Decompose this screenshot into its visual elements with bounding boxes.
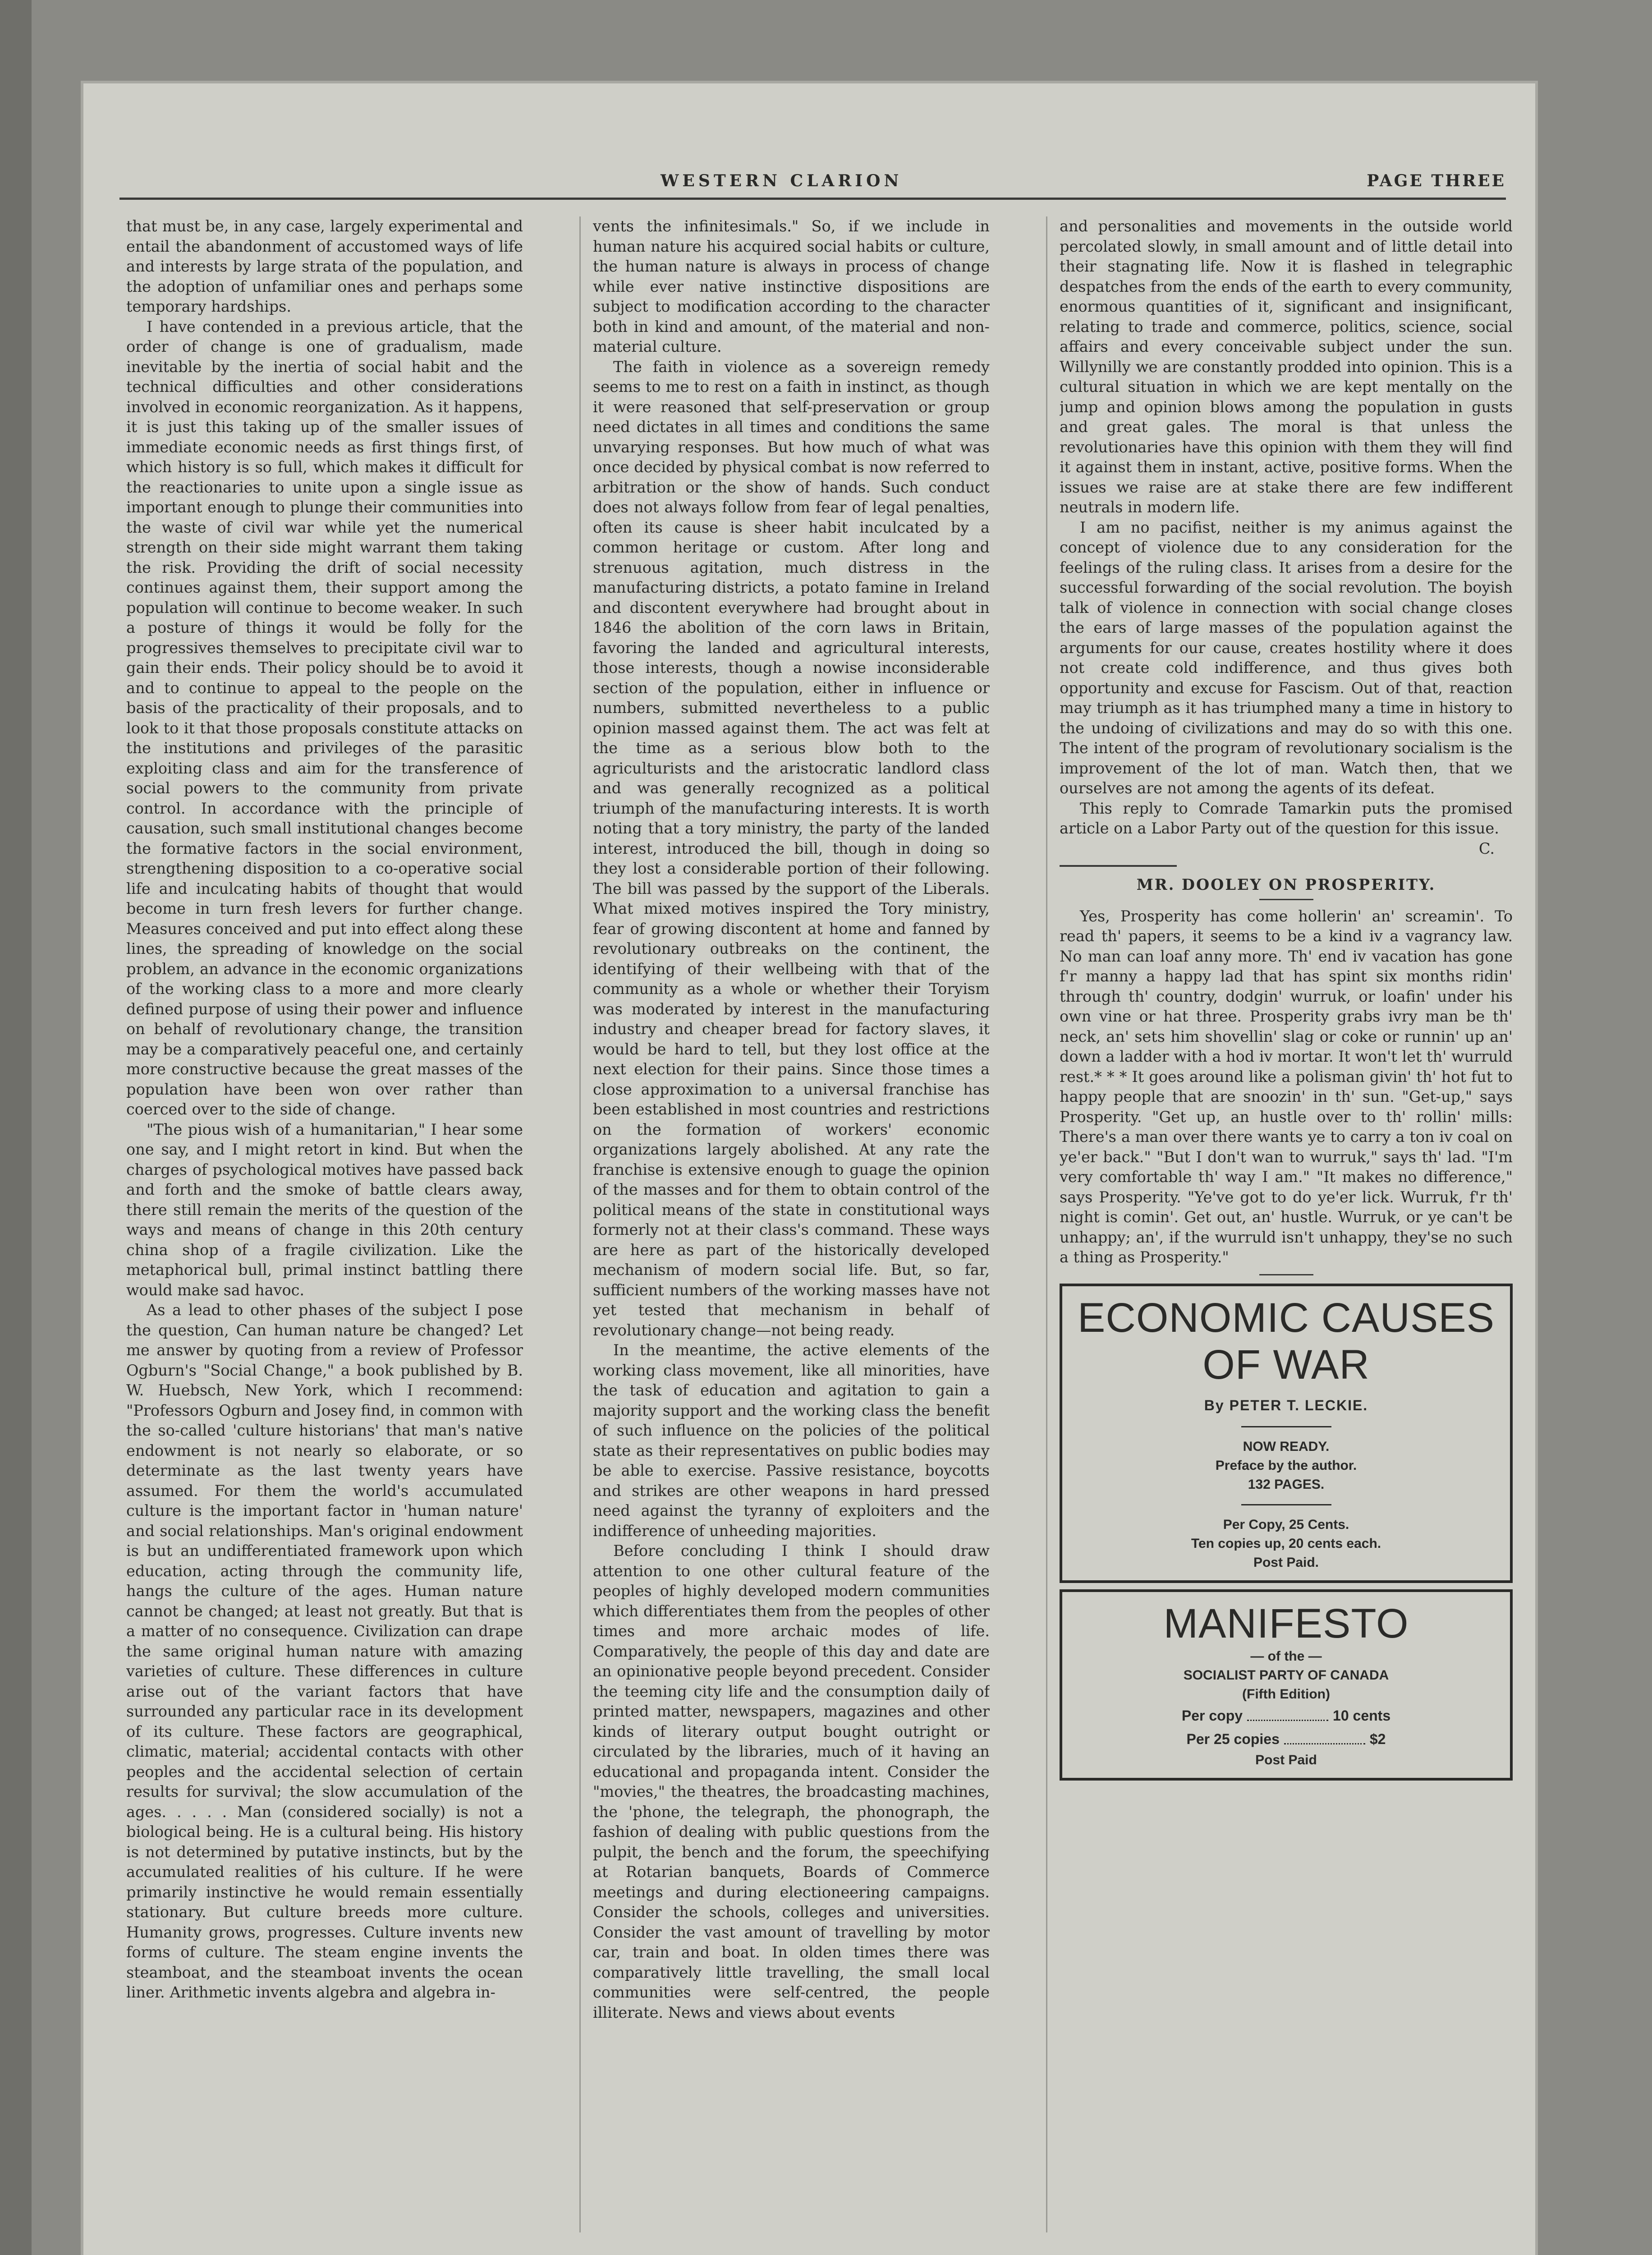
column-rule bbox=[579, 216, 581, 2232]
ad-title: OF WAR bbox=[1202, 1341, 1370, 1388]
paragraph: The faith in violence as a sovereign remedy seems to me to rest on a faith in instinct, as though it were reasoned that self-preservation or group need dictates in all times and conditions the same unvarying responses. But how much of what was once decided by physical combat is now referred to arbitration or the show of hands. Such conduct does not always follow from fear of legal penalties, often its cause is sheer habit inculcated by a common heritage or custom. After long and strenuous agitation, much distress in the manufacturing districts, a potato famine in Ireland and discontent everywhere had brought about in 1846 the abolition of the corn laws in Britain, favoring the landed and agricultural interests, those interests, though a nowise inconsiderable section of the population, either in influence or numbers, submitted nevertheless to a public opinion massed against them. The act was felt at the time as a serious blow both to the agriculturists and the aristocratic landlord class and was generally recognized as a political triumph of the manufacturing interests. It is worth noting that a tory ministry, the party of the landed interest, introduced the bill, though in doing so they lost a considerable portion of their following. The bill was passed by the support of the Liberals. What mixed motives inspired the Tory ministry, fear of growing discontent at home and fanned by revolutionary outbreaks on the continent, the identifying of their wellbeing with that of the community as a whole or whether their Toryism was moderated by interest in the manufacturing industry and cheaper bread for factory slaves, it would be hard to tell, but they lost office at the next election for their pains. Since those times a close approximation to a universal franchise has been established in most countries and restrictions on the formation of workers' economic organizations largely abolished. At any rate the franchise is extensive enough to guage the opinion of the masses and for them to obtain control of the political means of the state in constitutional ways formerly not at their class's command. These ways are here as part of the historically developed mechanism of modern social life. But, so far, sufficient numbers of the working masses have not yet tested that mechanism in behalf of revolutionary change—not being ready. bbox=[593, 358, 990, 1339]
price-row bbox=[1071, 1727, 1501, 1751]
scan-edge bbox=[0, 0, 32, 2255]
dot-leader bbox=[1247, 1704, 1328, 1721]
paragraph: I am no pacifist, neither is my animus against the concept of violence due to any consideration for the feelings of the ruling class. It arises from a desire for the successful forwarding of the social revolution. The boyish talk of violence in connection with social change closes the ears of large masses of the population against the arguments for our cause, creates hostility where it does not create cold indifference, and thus gives both opportunity and excuse for Fascism. Out of that, reaction may triumph as it has triumphed many a time in history to the undoing of civilizations and may do so with this one. The intent of the program of revolutionary socialism is the improvement of the lot of man. Watch then, that we ourselves are not among the agents of its defeat. bbox=[1060, 518, 1513, 797]
ad-line: (Fifth Edition) bbox=[1242, 1687, 1330, 1702]
ad-divider bbox=[1241, 1504, 1331, 1505]
column-two bbox=[593, 216, 990, 2241]
ad-line: Preface by the author. bbox=[1215, 1458, 1357, 1473]
ad-line: Ten copies up, 20 cents each. bbox=[1191, 1536, 1381, 1551]
book-advertisement bbox=[1060, 1284, 1513, 1583]
ad-title: MANIFESTO bbox=[1163, 1601, 1409, 1647]
paragraph: In the meantime, the active elements of the working class movement, like all minorities, have the task of education and agitation to gain a majority support and the working class the benefit of such influence on the policies of the political state as their representatives on public bodies may be able to exercise. Passive resistance, boycotts and strikes are other weapons in hard pressed need against the tyranny of exploiters and the indifference of unheeding majorities. bbox=[593, 1341, 990, 1540]
paragraph: vents the infinitesimals." So, if we include in human nature his acquired social habits or culture, the human nature is always in process of change while ever native instinctive dispositions are subject to modification according to the character both in kind and amount, of the material and non-material culture. bbox=[593, 217, 990, 355]
paragraph: Yes, Prosperity has come hollerin' an' screamin'. To read th' papers, it seems to be a kind iv a vagrancy law. No man can loaf anny more. Th' end iv vacation has gone f'r manny a happy lad that has spint six months ridin' through th' country, dodgin' wurruk, or loafin' under his own vine or hat three. Prosperity grabs ivry man be th' neck, an' sets him shovellin' slag or coke or runnin' up an' down a ladder with a hod iv mortar. It won't let th' wurruld rest.* * * It goes around like a polisman givin' th' hot fut to happy people that are snoozin' in th' sun. "Get-up," says Prosperity. "Get up, an hustle over to th' rollin' mills: There's a man over there wants ye to carry a ton iv coal on ye'er back." "But I don't wan to wurruk," says th' lad. "I'm very comfortable th' way I am." "It makes no difference," says Prosperity. "Ye've got to do ye'er lick. Wurruk, f'r th' night is comin'. Get out, an' hustle. Wurruk, or ye can't be unhappy; an', if the wurruld isn't unhappy, they'se no such a thing as Prosperity." bbox=[1060, 907, 1513, 1266]
price-value: $2 bbox=[1369, 1731, 1386, 1747]
price-value: 10 cents bbox=[1333, 1707, 1391, 1724]
ad-line: SOCIALIST PARTY OF CANADA bbox=[1183, 1668, 1389, 1683]
masthead-title: WESTERN CLARION bbox=[661, 171, 903, 190]
ad-line: Per Copy, 25 Cents. bbox=[1223, 1517, 1349, 1532]
ad-author: By PETER T. LECKIE. bbox=[1204, 1397, 1368, 1413]
price-row bbox=[1071, 1704, 1501, 1727]
page-header bbox=[119, 171, 1506, 198]
newspaper-page bbox=[83, 83, 1535, 2255]
price-label: Per copy bbox=[1181, 1707, 1243, 1724]
paragraph: As a lead to other phases of the subject I pose the question, Can human nature be changed? Let me answer by quoting from a review of Professor Ogburn's "Social Change," a book published by B. W. Huebsch, New York, which I recommend: "Professors Ogburn and Josey find, in common with the so-called 'culture historians' that man's native endowment is not nearly so elaborate, or so determinate as the last twenty years have assumed. For them the world's accumulated culture is the important factor in 'human nature' and social relationships. Man's original endowment is but an undifferentiated framework upon which education, acting through the community life, hangs the culture of the ages. Human nature cannot be changed; at least not greatly. But that is a matter of no consequence. Civilization can drape the same original human nature with amazing varieties of culture. These differences in culture arise out of the variant factors that have surrounded any particular race in its development of its culture. These factors are geographical, climatic, material; accidental contacts with other peoples and the accidental selection of certain results for survival; the slow accumulation of the ages. . . . . Man (considered socially) is not a biological being. He is a cultural being. His history is not determined by putative instincts, but by the accumulated realities of his culture. If he were primarily instinctive he would remain essentially stationary. But culture breeds more culture. Humanity grows, progresses. Culture invents new forms of culture. The steam engine invents the steamboat, and the steamboat invents the ocean liner. Arithmetic invents algebra and algebra in- bbox=[126, 1301, 523, 2001]
ad-line: NOW READY. bbox=[1243, 1439, 1330, 1454]
section-rule bbox=[1060, 865, 1177, 867]
column-rule bbox=[1046, 216, 1047, 2232]
ad-divider bbox=[1241, 1426, 1331, 1427]
ad-line: Post Paid bbox=[1255, 1753, 1317, 1767]
paragraph: Before concluding I think I should draw attention to one other cultural feature of the peoples of highly developed modern communities which differentiates them from the peoples of other times and more archaic modes of life. Comparatively, the people of this day and date are an opinionative people beyond precedent. Consider the teeming city life and the consumption daily of printed matter, newspapers, magazines and other kinds of literary output bought outright or circulated by the libraries, much of it having an educational and propaganda intent. Consider the "movies," the theatres, the broadcasting machines, the 'phone, the telegraph, the phonograph, the fashion of dealing with public questions from the pulpit, the bench and the forum, the speechifying at Rotarian banquets, Boards of Commerce meetings and during electioneering campaigns. Consider the schools, colleges and universities. Consider the vast amount of travelling by motor car, train and boat. In olden times there was comparatively little travelling, the small local communities were self-centred, the people illiterate. News and views about events bbox=[593, 1542, 990, 2021]
paragraph: that must be, in any case, largely experimental and entail the abandonment of accustomed ways of life and interests by large strata of the population, and the adoption of unfamiliar ones and perhaps some temporary hardships. bbox=[126, 217, 523, 315]
paragraph: I have contended in a previous article, that the order of change is one of gradualism, made inevitable by the inertia of social habit and the technical difficulties and other considerations involved in economic reorganization. As it happens, it is just this taking up of the smaller issues of immediate economic needs as first things first, of which history is so full, which makes it difficult for the reactionaries to unite upon a single issue as important enough to plunge their communities into the waste of civil war while yet the numerical strength on their side might warrant them taking the risk. Providing the drift of social necessity continues against them, their support among the population will continue to become weaker. In such a posture of things it would be folly for the progressives themselves to precipitate civil war to gain their ends. Their policy should be to avoid it and to continue to appeal to the people on the basis of the practicality of their proposals, and to look to it that those proposals constitute attacks on the institutions and privileges of the parasitic exploiting class and aim for the transference of social powers to the community from private control. In accordance with the principle of causation, such small institutional changes become the formative factors in the social environment, strengthening disposition to a co-operative social life and inculcating habits of thought that would become in turn fresh levers for further change. Measures conceived and put into effect along these lines, the spreading of knowledge on the social problem, an advance in the economic organizations of the working class to a more and more clearly defined purpose of using their power and influence on behalf of revolutionary change, the transition may be a comparatively peaceful one, and certainly more constructive because the great masses of the population have been won over rather than coerced over to the side of change. bbox=[126, 318, 523, 1118]
ad-line: Post Paid. bbox=[1253, 1555, 1319, 1570]
paragraph: This reply to Comrade Tamarkin puts the promised article on a Labor Party out of the question for this issue. bbox=[1060, 799, 1513, 837]
column-one bbox=[126, 216, 523, 2241]
dot-leader bbox=[1284, 1727, 1365, 1744]
page-number: PAGE THREE bbox=[1367, 171, 1506, 190]
article-title: MR. DOOLEY ON PROSPERITY. bbox=[1136, 876, 1436, 893]
section-rule bbox=[1259, 1274, 1313, 1275]
paragraph: and personalities and movements in the outside world percolated slowly, in small amount and of little detail into their stagnating life. Now it is flashed in telegraphic despatches from the ends of the earth to every community, enormous quantities of it, significant and insignificant, relating to trade and commerce, politics, science, social affairs and every conceivable subject under the sun. Willynilly we are constantly prodded into opinion. This is a cultural situation in which we are kept mentally on the jump and opinion blows among the population in gusts and great gales. The moral is that unless the revolutionaries have this opinion with them they will find it against them in instant, active, positive forms. When the issues we raise are at stake there are few indifferent neutrals in modern life. bbox=[1060, 217, 1513, 516]
ad-title: ECONOMIC CAUSES bbox=[1078, 1294, 1495, 1341]
signature: C. bbox=[1478, 839, 1495, 857]
column-three bbox=[1060, 216, 1513, 2241]
paragraph: "The pious wish of a humanitarian," I hear some one say, and I might retort in kind. But when the charges of psychological motives have passed back and forth and the smoke of battle clears away, there still remain the merits of the question of the ways and means of change in this 20th century china shop of a fragile civilization. Like the metaphorical bull, primal instinct battling there would make sad havoc. bbox=[126, 1120, 523, 1299]
ad-line: 132 PAGES. bbox=[1248, 1477, 1325, 1492]
title-rule bbox=[1259, 899, 1313, 900]
price-label: Per 25 copies bbox=[1186, 1731, 1280, 1747]
ad-line: — of the — bbox=[1250, 1649, 1322, 1664]
manifesto-advertisement bbox=[1060, 1589, 1513, 1781]
header-rule bbox=[119, 198, 1506, 200]
